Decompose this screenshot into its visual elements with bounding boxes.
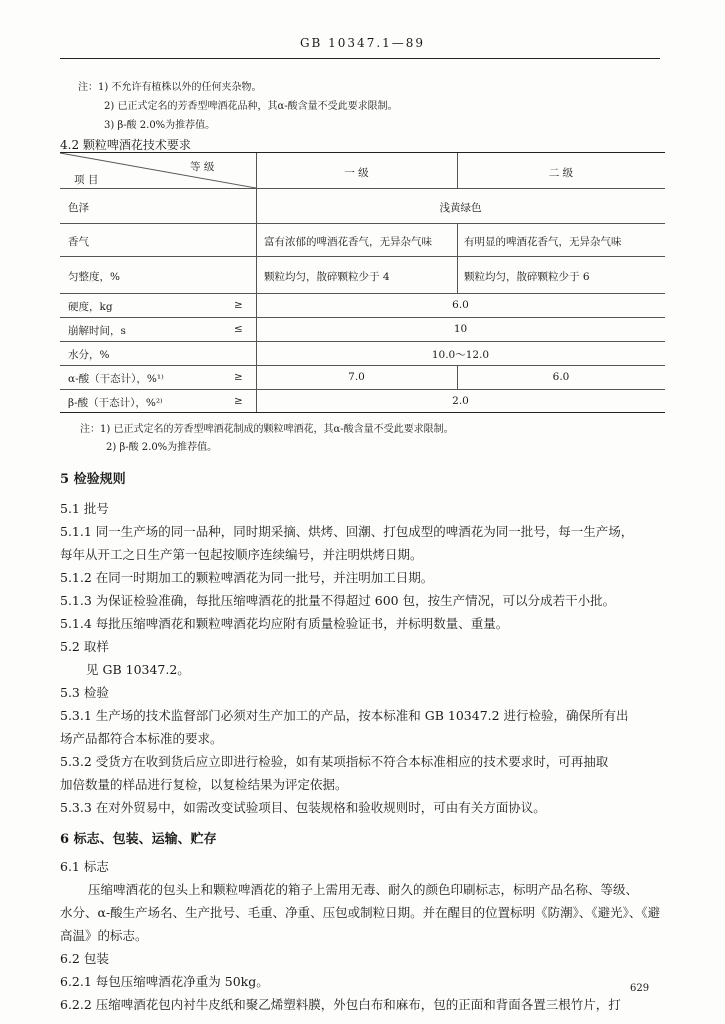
row-beta-acid-label: β-酸（干态计），%²⁾ (68, 397, 163, 409)
row-aroma-second: 有明显的啤酒花香气，无异杂气味 (464, 236, 622, 248)
row-disintegration-op: ≤ (234, 323, 243, 335)
col-line (457, 223, 458, 293)
row-line (60, 256, 665, 257)
s5-2-text: 见 GB 10347.2。 (86, 662, 190, 677)
row-line (60, 223, 665, 224)
table-note-1: 注：1) 已正式定名的芳香型啤酒花制成的颗粒啤酒花，其α-酸含量不受此要求限制。 (80, 424, 454, 435)
s5-3-1-line2: 场产品都符合本标准的要求。 (60, 731, 223, 746)
page-header: GB 10347.1—89 (299, 36, 426, 50)
s5-1-1-line1: 5.1.1 同一生产场的同一品种，同时期采摘、烘烤、回潮、打包成型的啤酒花为同一批号，每一生产场， (60, 524, 634, 539)
row-alpha-acid-label: α-酸（干态计），%¹⁾ (68, 373, 164, 385)
section-5-title: 5 检验规则 (60, 472, 126, 487)
s6-2-heading: 6.2 包装 (60, 951, 109, 966)
row-uniformity-first: 颗粒均匀，散碎颗粒少于 4 (264, 271, 390, 283)
s6-1-line2: 水分、α-酸生产场名、生产批号、毛重、净重、压包或制粒日期。并在醒目的位置标明《防潮》、《避光》、《避 (60, 905, 661, 920)
row-beta-acid-value: 2.0 (452, 395, 469, 407)
s5-1-4: 5.1.4 每批压缩啤酒花和颗粒啤酒花均应附有质量检验证书，并标明数量、重量。 (60, 616, 509, 631)
prev-note-3: 3) β-酸 2.0%为推荐值。 (104, 120, 216, 131)
row-line (60, 365, 665, 366)
section-6-title: 6 标志、包装、运输、贮存 (60, 832, 217, 847)
s5-3-heading: 5.3 检验 (60, 685, 109, 700)
row-line (60, 317, 665, 318)
table-note-2: 2) β-酸 2.0%为推荐值。 (106, 442, 218, 453)
s6-2-1: 6.2.1 每包压缩啤酒花净重为 50kg。 (60, 974, 269, 989)
prev-note-1: 注：1) 不允许有植株以外的任何夹杂物。 (78, 82, 262, 93)
s6-2-2: 6.2.2 压缩啤酒花包内衬牛皮纸和聚乙烯塑料膜，外包白布和麻布，包的正面和背面各置三根竹片，打 (60, 997, 621, 1012)
row-aroma-first: 富有浓郁的啤酒花香气，无异杂气味 (264, 236, 432, 248)
s5-1-3: 5.1.3 为保证检验准确，每批压缩啤酒花的批量不得超过 600 包，按生产情况，可以分成若干小批。 (60, 593, 616, 608)
s5-3-3: 5.3.3 在对外贸易中，如需改变试验项目、包装规格和验收规则时，可由有关方面协议。 (60, 800, 546, 815)
header-item: 项 目 (74, 174, 99, 186)
row-moisture-label: 水分，% (68, 349, 110, 361)
row-line (60, 389, 665, 390)
row-alpha-acid-second: 6.0 (552, 371, 570, 383)
prev-note-2: 2) 已正式定名的芳香型啤酒花品种，其α-酸含量不受此要求限制。 (104, 101, 398, 112)
row-hardness-label: 硬度，kg (68, 301, 113, 313)
s5-1-1-line2: 每年从开工之日生产第一包起按顺序连续编号，并注明烘烤日期。 (60, 547, 423, 562)
s5-1-heading: 5.1 批号 (60, 501, 109, 516)
row-hardness-op: ≥ (234, 299, 243, 311)
row-moisture-value: 10.0～12.0 (431, 349, 490, 361)
row-hardness-value: 6.0 (452, 299, 469, 311)
header-rule (60, 58, 660, 59)
row-disintegration-value: 10 (453, 323, 468, 335)
s6-1-line3: 高温》的标志。 (60, 928, 148, 943)
row-alpha-acid-op: ≥ (234, 371, 243, 383)
row-aroma-label: 香气 (68, 236, 89, 248)
row-color-label: 色泽 (68, 202, 89, 214)
header-second-grade: 二 级 (548, 167, 574, 179)
row-line (60, 188, 665, 189)
row-uniformity-label: 匀整度，% (68, 271, 120, 283)
row-alpha-acid-first: 7.0 (348, 371, 365, 383)
section-4-2-title: 4.2 颗粒啤酒花技术要求 (60, 138, 191, 152)
requirements-table (60, 152, 665, 413)
header-grade: 等 级 (190, 161, 215, 173)
page-number: 629 (630, 983, 650, 994)
header-first-grade: 一 级 (344, 167, 369, 179)
s6-1-heading: 6.1 标志 (60, 859, 109, 874)
s5-3-1-line1: 5.3.1 生产场的技术监督部门必须对生产加工的产品，按本标准和 GB 10347.2 进行检验，确保所有出 (60, 708, 629, 723)
row-line (60, 293, 665, 294)
s5-1-2: 5.1.2 在同一时期加工的颗粒啤酒花为同一批号，并注明加工日期。 (60, 570, 434, 585)
row-uniformity-second: 颗粒均匀，散碎颗粒少于 6 (464, 271, 590, 283)
row-beta-acid-op: ≥ (234, 395, 243, 407)
row-disintegration-label: 崩解时间，s (68, 325, 126, 337)
row-line (60, 341, 665, 342)
s5-3-2-line2: 加倍数量的样品进行复检，以复检结果为评定依据。 (60, 777, 348, 792)
s5-2-heading: 5.2 取样 (60, 639, 109, 654)
s6-1-line1: 压缩啤酒花的包头上和颗粒啤酒花的箱子上需用无毒、耐久的颜色印刷标志，标明产品名称、等级、 (88, 882, 639, 897)
s5-3-2-line1: 5.3.2 受货方在收到货后应立即进行检验，如有某项指标不符合本标准相应的技术要求时，可再抽取 (60, 754, 609, 769)
row-color-value: 浅黄绿色 (439, 202, 482, 214)
